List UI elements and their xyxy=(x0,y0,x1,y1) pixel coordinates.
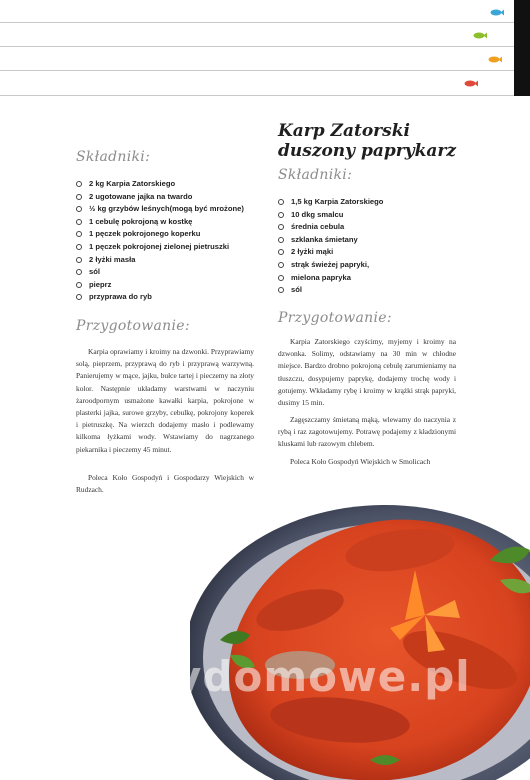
bullet-icon xyxy=(278,249,284,255)
bullet-icon xyxy=(278,275,284,281)
tab-divider xyxy=(0,70,514,71)
list-item: 2 ugotowane jajka na twardo xyxy=(76,191,244,204)
fish-icon xyxy=(473,32,487,39)
list-item: 2 kg Karpia Zatorskiego xyxy=(76,178,244,191)
bullet-icon xyxy=(278,212,284,218)
watermark: wedlinydomowe.pl xyxy=(12,652,471,701)
ingredients-heading: Składniki: xyxy=(76,149,151,165)
bullet-icon xyxy=(278,224,284,230)
list-item: 1 pęczek pokrojonego koperku xyxy=(76,228,244,241)
list-item: 1 cebulę pokrojoną w kostkę xyxy=(76,216,244,229)
ingredients-list xyxy=(76,178,244,304)
header-tabs xyxy=(0,0,514,96)
recipe-title: Karp Zatorski duszony paprykarz xyxy=(278,121,456,161)
list-item: 10 dkg smalcu xyxy=(278,209,383,222)
preparation-heading: Przygotowanie: xyxy=(76,318,190,334)
tab-divider xyxy=(0,46,514,47)
bullet-icon xyxy=(76,294,82,300)
bullet-icon xyxy=(76,231,82,237)
list-item: sól xyxy=(278,284,383,297)
bullet-icon xyxy=(278,262,284,268)
recommendation-text: Poleca Koło Gospodyń i Gospodarzy Wiejskich w Rudzach. xyxy=(76,473,254,495)
bullet-icon xyxy=(76,181,82,187)
carp-dish-photo xyxy=(190,490,530,780)
list-item: pieprz xyxy=(76,279,244,292)
bullet-icon xyxy=(76,219,82,225)
ingredients-list xyxy=(278,196,383,297)
fish-icon xyxy=(488,56,502,63)
bullet-icon xyxy=(76,269,82,275)
fish-icon xyxy=(464,80,478,87)
list-item: 1 pęczek pokrojonej zielonej pietruszki xyxy=(76,241,244,254)
recommendation-text: Poleca Koło Gospodyń Wiejskich w Smolicach xyxy=(290,457,431,466)
bullet-icon xyxy=(76,206,82,212)
list-item: przyprawa do ryb xyxy=(76,291,244,304)
list-item: 2 łyżki mąki xyxy=(278,246,383,259)
preparation-heading: Przygotowanie: xyxy=(278,310,392,326)
bullet-icon xyxy=(278,199,284,205)
preparation-text: Karpia Zatorskiego czyścimy, myjemy i kroimy na dzwonka. Solimy, odstawiamy na 30 min w chłodne miejsce. Bardzo drobno pokrojoną cebulę zarumieniamy na tłuszczu, dosypujemy paprykę, dodajemy trochę wody i gotujemy. Wkładamy rybę i kroimy w krążki strąk papryki, dusimy 15 min. xyxy=(278,337,456,408)
page-edge-bar xyxy=(514,0,530,96)
bullet-icon xyxy=(76,194,82,200)
list-item: sól xyxy=(76,266,244,279)
bullet-icon xyxy=(76,257,82,263)
tab-divider xyxy=(0,22,514,23)
preparation-text: Karpia oprawiamy i kroimy na dzwonki. Przyprawiamy solą, pieprzem, przyprawą do ryb i przyprawą warzywną. Panierujemy w mące, jajku, bułce tartej i pieczemy na złoty kolor. Następnie układamy warstwami w naczyniu żaroodpornym usmażone kawałki karpia, pokrojone w plasterki jajka, surowe grzyby, cebulkę, pokrojony koperek i pietruszkę. Na wierzch dodajemy masło i podlewamy kilkoma łyżkami wody. Wstawiamy do nagrzanego piekarnika i pieczemy 45 minut. xyxy=(76,347,254,454)
list-item: ½ kg grzybów leśnych(mogą być mrożone) xyxy=(76,203,244,216)
list-item: średnia cebula xyxy=(278,221,383,234)
fish-icon xyxy=(490,9,504,16)
ingredients-heading: Składniki: xyxy=(278,167,353,183)
list-item: 2 łyżki masła xyxy=(76,254,244,267)
list-item: szklanka śmietany xyxy=(278,234,383,247)
list-item: strąk świeżej papryki, xyxy=(278,259,383,272)
list-item: mielona papryka xyxy=(278,272,383,285)
bullet-icon xyxy=(278,287,284,293)
tab-divider xyxy=(0,95,514,96)
bullet-icon xyxy=(76,282,82,288)
list-item: 1,5 kg Karpia Zatorskiego xyxy=(278,196,383,209)
bullet-icon xyxy=(278,237,284,243)
preparation-text: Zagęszczamy śmietaną mąką, wlewamy do naczynia z rybą i raz zagotowujemy. Potrawę podajemy z kładzionymi kluskami lub razowym chlebem. xyxy=(278,415,456,449)
bullet-icon xyxy=(76,244,82,250)
